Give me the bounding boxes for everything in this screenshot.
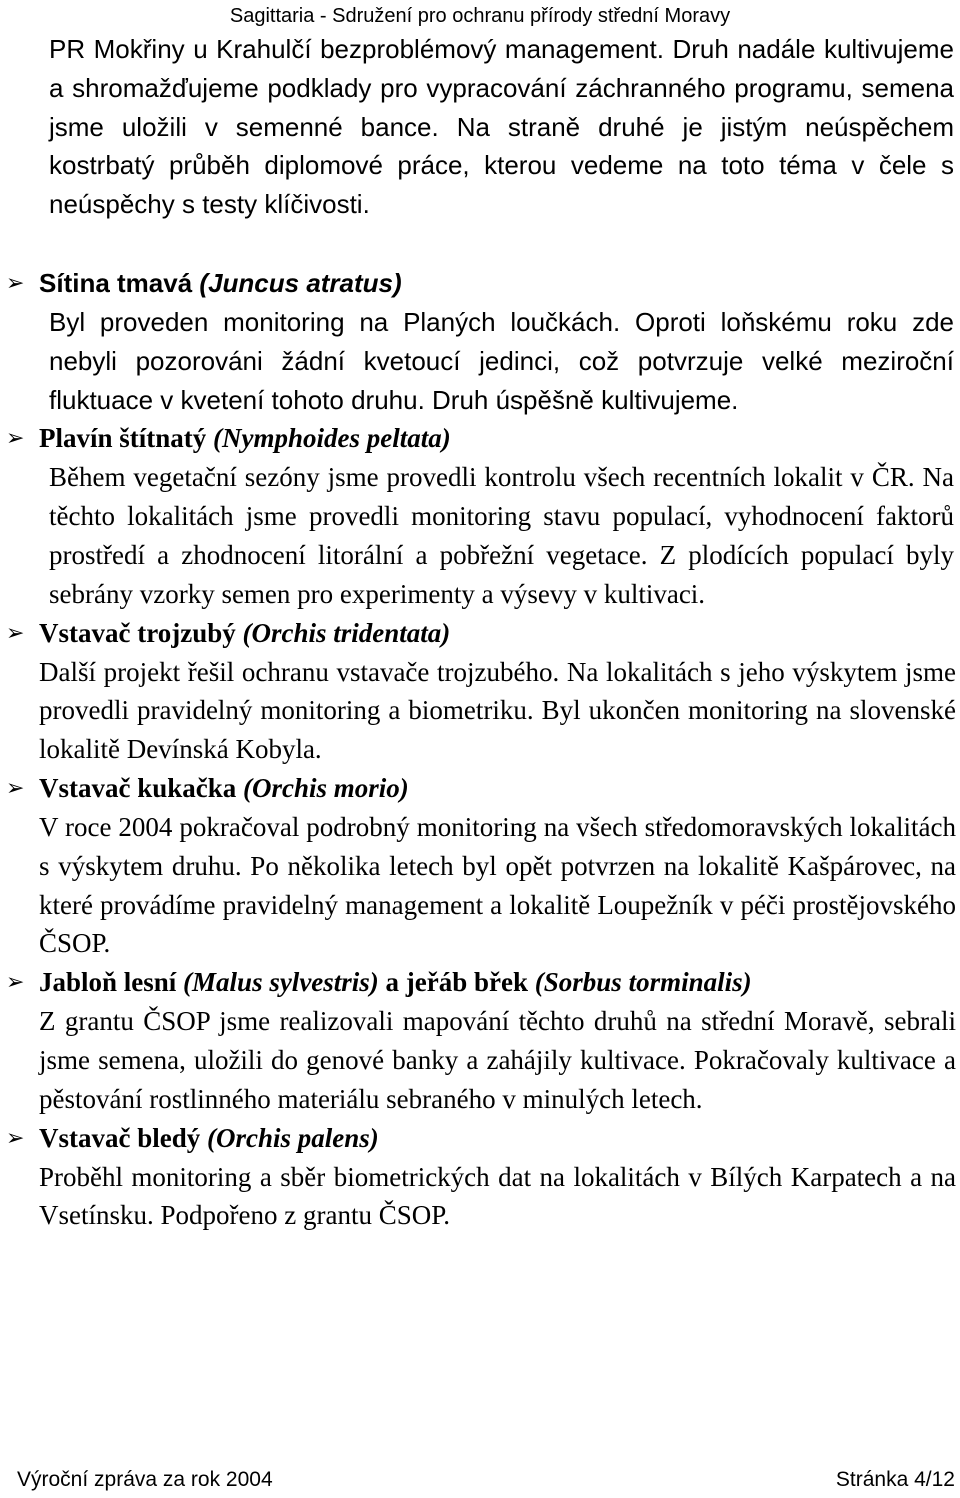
heading-text bbox=[39, 264, 402, 303]
arrow-bullet-icon: ➢ bbox=[6, 426, 25, 452]
continuation-paragraph: PR Mokřiny u Krahulčí bezproblémový management. Druh nadále kultivujeme a shromažďujeme podklady pro vypracování záchranného programu, semena jsme uložili v semenné bance. Na straně druhé je jistým neúspěchem kostrbatý průběh diplomové práce, kterou vedeme na toto téma v čele s neúspěchy s testy klíčivosti. bbox=[49, 34, 954, 220]
section-heading bbox=[0, 769, 960, 808]
section-orchis-morio bbox=[0, 769, 960, 963]
section-body: Byl proveden monitoring na Planých loučkách. Oproti loňskému roku zde nebyli pozorováni žádní kvetoucí jedinci, což potvrzuje velké meziroční fluktuace v kvetení tohoto druhu. Druh úspěšně kultivujeme. bbox=[49, 307, 954, 415]
section-body: Proběhl monitoring a sběr biometrických dat na lokalitách v Bílých Karpatech a na Vsetínsku. Podpořeno z grantu ČSOP. bbox=[39, 1161, 956, 1231]
heading-text bbox=[39, 1119, 379, 1158]
arrow-bullet-icon: ➢ bbox=[6, 1125, 25, 1151]
section-malus-sorbus bbox=[0, 963, 960, 1118]
species-latin: (Orchis morio) bbox=[243, 772, 409, 803]
section-nymphoides-peltata bbox=[0, 419, 960, 613]
page-header: Sagittaria - Sdružení pro ochranu přírody střední Moravy bbox=[229, 5, 731, 27]
species-name: Plavín štítnatý bbox=[39, 423, 214, 454]
section-heading bbox=[0, 963, 960, 1002]
section-body: Další projekt řešil ochranu vstavače trojzubého. Na lokalitách s jeho výskytem jsme provedli pravidelný monitoring a biometriku. Byl ukončen monitoring na slovenské lokalitě Devínská Kobyla. bbox=[39, 656, 956, 765]
heading-text bbox=[39, 769, 409, 808]
arrow-bullet-icon: ➢ bbox=[6, 970, 25, 996]
arrow-bullet-icon: ➢ bbox=[6, 620, 25, 646]
species-name: Jabloň lesní bbox=[39, 967, 184, 998]
section-orchis-palens bbox=[0, 1119, 960, 1236]
species-latin: (Malus sylvestris) bbox=[183, 967, 379, 998]
heading-text bbox=[39, 614, 450, 653]
species-name-2: a jeřáb břek bbox=[378, 967, 535, 998]
species-name: Vstavač trojzubý bbox=[39, 617, 243, 648]
page-footer bbox=[17, 1466, 957, 1494]
arrow-bullet-icon: ➢ bbox=[6, 271, 25, 296]
species-latin: (Orchis palens) bbox=[207, 1122, 379, 1153]
footer-page-number: Stránka 4/12 bbox=[835, 1468, 955, 1491]
section-heading bbox=[0, 1119, 960, 1158]
section-orchis-tridentata bbox=[0, 614, 960, 769]
section-heading bbox=[0, 419, 960, 458]
species-latin: (Orchis tridentata) bbox=[242, 617, 451, 648]
species-latin: (Nymphoides peltata) bbox=[213, 423, 451, 454]
heading-text bbox=[39, 963, 752, 1002]
species-latin: (Juncus atratus) bbox=[199, 268, 402, 298]
section-juncus-atratus bbox=[0, 264, 960, 419]
section-heading bbox=[0, 614, 960, 653]
section-heading bbox=[0, 264, 960, 303]
species-name: Vstavač kukačka bbox=[39, 772, 244, 803]
species-name: Vstavač bledý bbox=[39, 1122, 207, 1153]
footer-report-title: Výroční zpráva za rok 2004 bbox=[17, 1468, 273, 1491]
species-name: Sítina tmavá bbox=[39, 268, 200, 298]
heading-text bbox=[39, 419, 451, 458]
section-body: Z grantu ČSOP jsme realizovali mapování těchto druhů na střední Moravě, sebrali jsme semena, uložili do genové banky a zahájily kultivace. Pokračovaly kultivace a pěstování rostlinného materiálu sebraného v minulých letech. bbox=[39, 1006, 956, 1114]
arrow-bullet-icon: ➢ bbox=[6, 775, 25, 801]
section-body: Během vegetační sezóny jsme provedli kontrolu všech recentních lokalit v ČR. Na těchto lokalitách jsme provedli monitoring stavu populací, vyhodnocení faktorů prostředí a zhodnocení litorální a pobřežní vegetace. Z plodících populací byly sebrány vzorky semen pro experimenty a výsevy v kultivaci. bbox=[49, 462, 954, 609]
species-sections bbox=[0, 264, 960, 1235]
species-latin-2: (Sorbus torminalis) bbox=[534, 967, 752, 998]
section-body: V roce 2004 pokračoval podrobný monitoring na všech středomoravských lokalitách s výskytem druhu. Po několika letech byl opět potvrzen na lokalitě Kašpárovec, na které provádíme pravidelný management a lokalitě Loupežník v péči prostějovského ČSOP. bbox=[39, 811, 956, 959]
